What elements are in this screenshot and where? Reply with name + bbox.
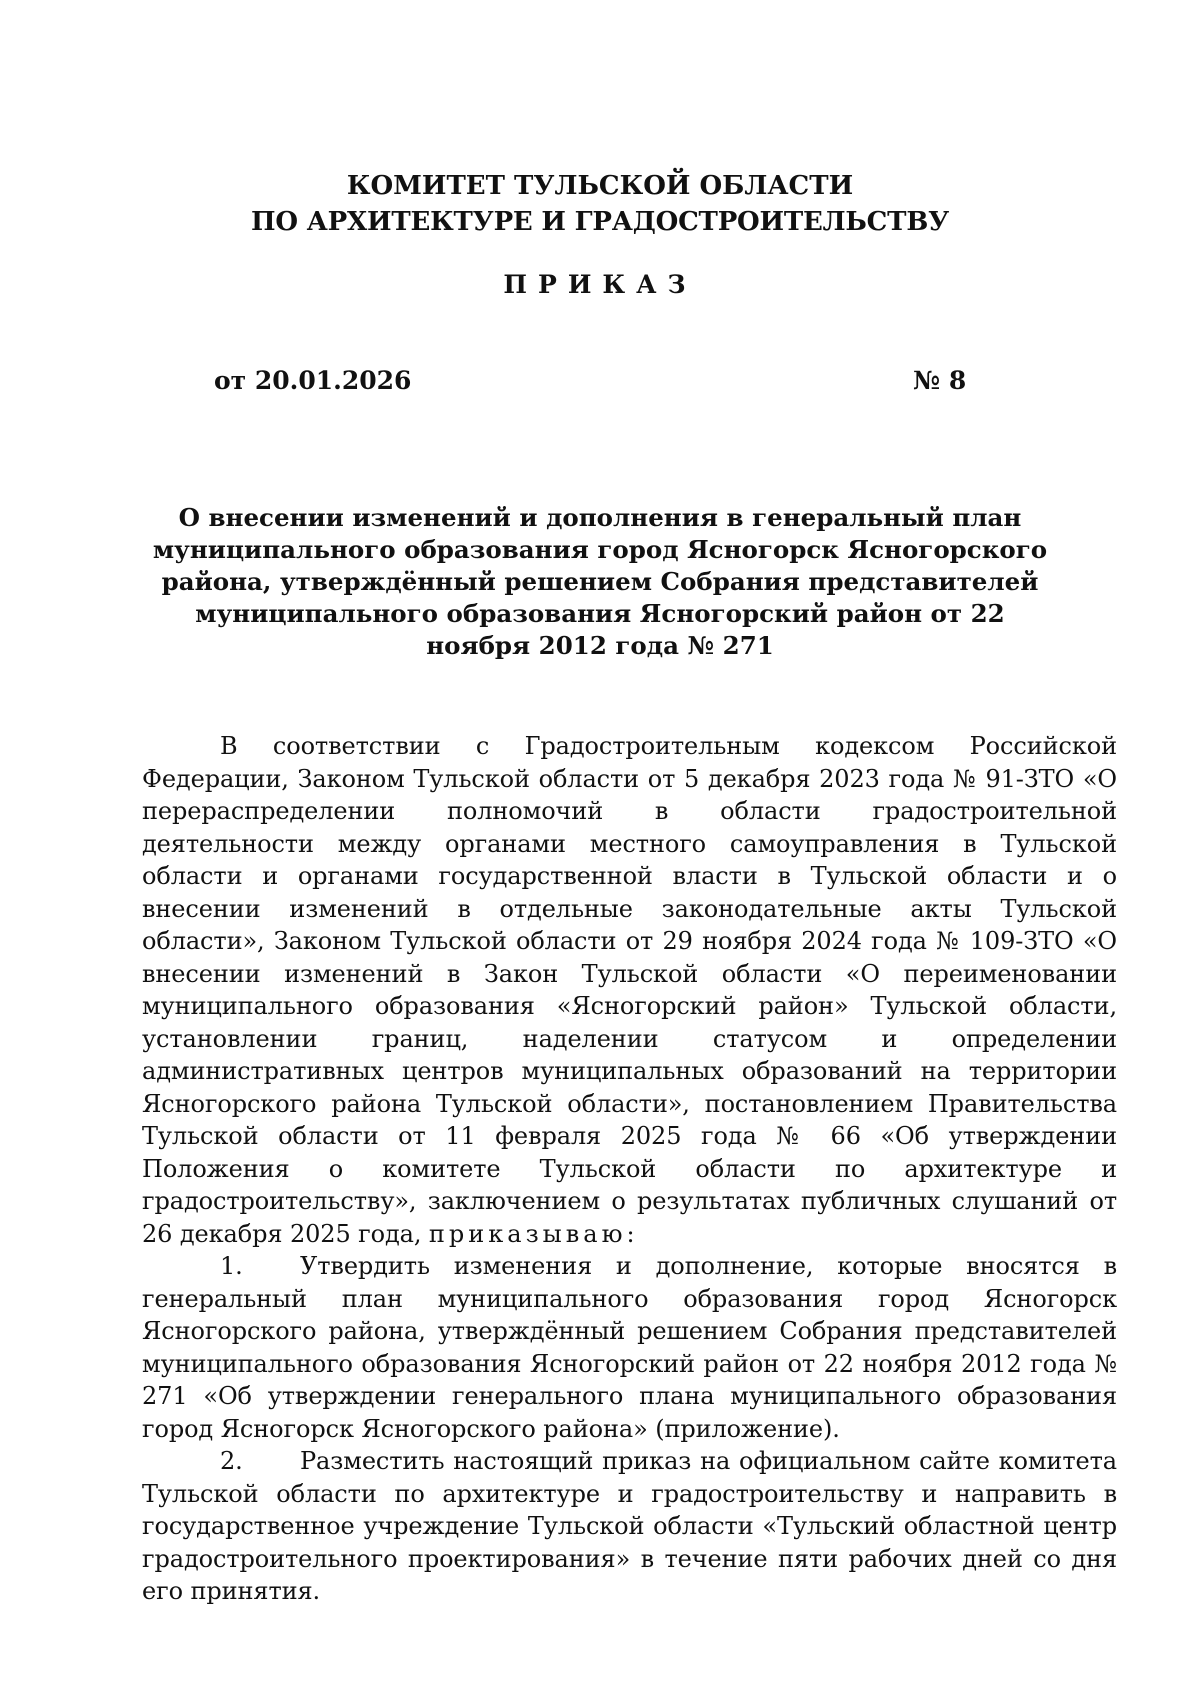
- document-type-title: ПРИКАЗ: [503, 270, 697, 299]
- order-item-1-text: Утвердить изменения и дополнение, которые вносятся в генеральный план муниципального образования город Ясногорск Ясногорского района, утверждённый решением Собрания представителей муниципального образования Ясногорский район от 22 ноября 2012 года № 271 «Об утверждении генерального плана муниципального образования город Ясногорск Ясногорского района» (приложение).: [142, 1252, 1117, 1443]
- organization-name-line-1: КОМИТЕТ ТУЛЬСКОЙ ОБЛАСТИ: [346, 171, 854, 201]
- preamble-text: В соответствии с Градостроительным кодексом Российской Федерации, Законом Тульской области от 5 декабря 2023 года № 91-ЗТО «О перераспределении полномочий в области градостроительной деятельности между органами местного самоуправления в Тульской области и органами государственной власти в Тульской области и о внесении изменений в отдельные законодательные акты Тульской области», Законом Тульской области от 29 ноября 2024 года № 109-ЗТО «О внесении изменений в Закон Тульской области «О переименовании муниципального образования «Ясногорский район» Тульской области, установлении границ, наделении статусом и определении административных центров муниципальных образований на территории Ясногорского района Тульской области», постановлением Правительства Тульской области от 11 февраля 2025 года № 66 «Об утверждении Положения о комитете Тульской области по архитектуре и градостроительству», заключением о результатах публичных слушаний от 26 декабря 2025 года,: [142, 732, 1117, 1248]
- order-item-1-number: 1.: [220, 1252, 243, 1280]
- document-body: [142, 730, 1117, 1608]
- order-item-2-number: 2.: [220, 1447, 243, 1475]
- organization-name-line-2: ПО АРХИТЕКТУРЕ И ГРАДОСТРОИТЕЛЬСТВУ: [251, 207, 949, 237]
- organization-header: [0, 168, 1200, 240]
- order-item-2: [142, 1445, 1117, 1608]
- preamble-paragraph: [142, 730, 1117, 1250]
- order-item-2-text: Разместить настоящий приказ на официальном сайте комитета Тульской области по архитектуре и градостроительству и направить в государственное учреждение Тульской области «Тульский областной центр градостроительного проектирования» в течение пяти рабочих дней со дня его принятия.: [142, 1447, 1117, 1605]
- order-item-1: [142, 1250, 1117, 1445]
- order-word: приказываю:: [428, 1219, 639, 1248]
- document-number: № 8: [913, 366, 967, 395]
- document-date: от 20.01.2026: [214, 366, 412, 395]
- document-subject: О внесении изменений и дополнения в генеральный план муниципального образования город Ясногорск Ясногорского района, утверждённый решением Собрания представителей муниципального образования Ясногорский район от 22 ноября 2012 года № 271: [152, 503, 1048, 660]
